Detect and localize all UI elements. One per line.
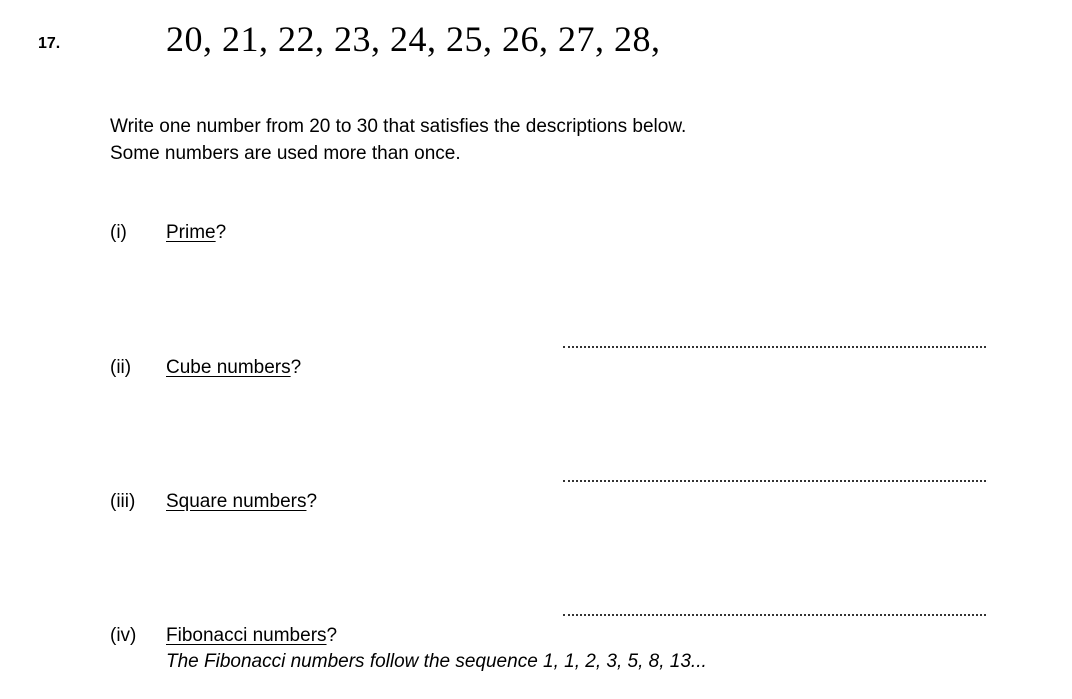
question-mark: ? — [215, 222, 227, 243]
question-number: 17. — [38, 35, 61, 52]
part-question-iv — [166, 625, 337, 647]
answer-line-ii[interactable] — [563, 480, 986, 482]
part-question-iii — [166, 491, 317, 513]
part-label-iv: (iv) — [110, 625, 137, 646]
part-term-fibonacci-numbers: Fibonacci numbers — [166, 625, 327, 646]
instruction-line-1: Write one number from 20 to 30 that satisfies the descriptions below. — [110, 116, 687, 137]
question-mark: ? — [290, 357, 302, 378]
part-term-square-numbers: Square numbers — [166, 491, 307, 512]
part-label-i: (i) — [110, 222, 127, 243]
number-sequence: 20, 21, 22, 23, 24, 25, 26, 27, 28, — [166, 19, 661, 59]
question-mark: ? — [306, 491, 318, 512]
part-term-cube-numbers: Cube numbers — [166, 357, 291, 378]
part-question-i — [166, 222, 226, 244]
fibonacci-note: The Fibonacci numbers follow the sequence 1, 1, 2, 3, 5, 8, 13... — [166, 651, 707, 672]
part-question-ii — [166, 357, 301, 379]
answer-line-i[interactable] — [563, 346, 986, 348]
instruction-line-2: Some numbers are used more than once. — [110, 143, 461, 164]
question-mark: ? — [326, 625, 338, 646]
answer-line-iii[interactable] — [563, 614, 986, 616]
part-label-iii: (iii) — [110, 491, 136, 512]
part-label-ii: (ii) — [110, 357, 132, 378]
part-term-prime: Prime — [166, 222, 216, 243]
